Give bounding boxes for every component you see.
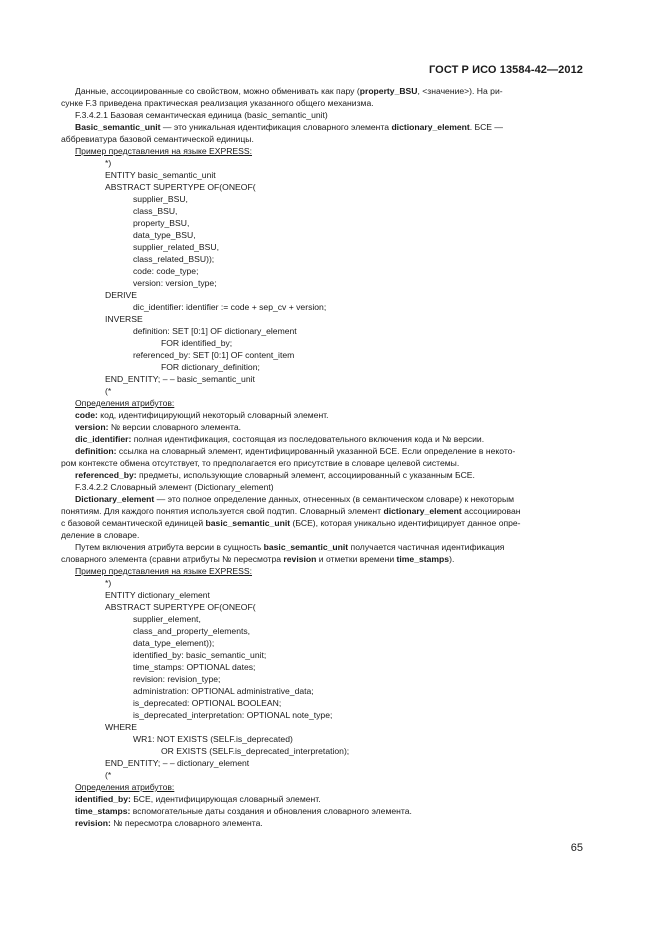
code-line: property_BSU, <box>133 218 190 228</box>
attribute-identified-by: identified_by: БСЕ, идентифицирующая словарный элемент. <box>75 794 321 804</box>
code-line: FOR identified_by; <box>161 338 233 348</box>
code-line: dic_identifier: identifier := code + sep_cv + version; <box>133 302 327 312</box>
express-code-block-2 <box>61 577 583 781</box>
code-line: class_related_BSU)); <box>133 254 215 264</box>
code-line: INVERSE <box>105 314 143 324</box>
code-line: code: code_type; <box>133 266 199 276</box>
code-line: supplier_related_BSU, <box>133 242 219 252</box>
attribute-definition-line2: ром контексте обмена отсутствует, то предполагается его присутствие в словаре целевой системы. <box>61 458 460 468</box>
definition-paragraph-line3: с базовой семантической единицей basic_semantic_unit (БСЕ), которая уникально идентифицирует данное опре- <box>61 518 521 528</box>
attributes-label: Определения атрибутов: <box>75 782 175 792</box>
code-line: supplier_BSU, <box>133 194 188 204</box>
section-heading: F.3.4.2.2 Словарный элемент (Dictionary_element) <box>75 482 274 492</box>
code-line: ABSTRACT SUPERTYPE OF(ONEOF( <box>105 602 256 612</box>
code-line: data_type_element)); <box>133 638 215 648</box>
attribute-referenced-by: referenced_by: предметы, использующие словарный элемент, ассоциированный с указанным БСЕ. <box>75 470 475 480</box>
definition-paragraph: Basic_semantic_unit — это уникальная идентификация словарного элемента dictionary_element. БСЕ — <box>75 122 504 132</box>
definition-paragraph: Dictionary_element — это полное определение данных, отнесенных (в семантическом словаре) к некоторым <box>75 494 515 504</box>
definition-paragraph-line2: понятиям. Для каждого понятия используется свой подтип. Словарный элемент dictionary_element ассоциирован <box>61 506 521 516</box>
code-line: WR1: NOT EXISTS (SELF.is_deprecated) <box>133 734 293 744</box>
section-heading: F.3.4.2.1 Базовая семантическая единица (basic_semantic_unit) <box>75 110 328 120</box>
code-line: revision: revision_type; <box>133 674 221 684</box>
code-line: END_ENTITY; – – basic_semantic_unit <box>105 374 255 384</box>
page-number: 65 <box>570 842 583 854</box>
attribute-code: code: код, идентифицирующий некоторый словарный элемент. <box>75 410 329 420</box>
code-line: identified_by: basic_semantic_unit; <box>133 650 267 660</box>
express-code-block-1 <box>61 157 583 397</box>
example-label: Пример представления на языке EXPRESS: <box>75 146 253 156</box>
attribute-time-stamps: time_stamps: вспомогательные даты создания и обновления словарного элемента. <box>75 806 412 816</box>
code-line: FOR dictionary_definition; <box>161 362 260 372</box>
intro-paragraph-line2: сунке F.3 приведена практическая реализация указанного общего механизма. <box>61 98 374 108</box>
code-line: class_BSU, <box>133 206 178 216</box>
code-line: supplier_element, <box>133 614 201 624</box>
code-line: is_deprecated_interpretation: OPTIONAL note_type; <box>133 710 333 720</box>
version-paragraph: Путем включения атрибута версии в сущность basic_semantic_unit получается частичная идентификация <box>75 542 505 552</box>
code-line: *) <box>105 158 112 168</box>
attribute-revision: revision: № пересмотра словарного элемента. <box>75 818 263 828</box>
attribute-version: version: № версии словарного элемента. <box>75 422 242 432</box>
code-line: OR EXISTS (SELF.is_deprecated_interpretation); <box>161 746 350 756</box>
code-line: referenced_by: SET [0:1] OF content_item <box>133 350 295 360</box>
code-line: definition: SET [0:1] OF dictionary_element <box>133 326 297 336</box>
intro-paragraph: Данные, ассоциированные со свойством, можно обменивать как пару (property_BSU, <значение>). На ри- <box>75 86 503 96</box>
page-body <box>61 85 583 829</box>
code-line: (* <box>105 386 112 396</box>
code-line: is_deprecated: OPTIONAL BOOLEAN; <box>133 698 282 708</box>
attribute-definition: definition: ссылка на словарный элемент, идентифицированный указанной БСЕ. Если определение в некото- <box>75 446 516 456</box>
code-line: (* <box>105 770 112 780</box>
code-line: data_type_BSU, <box>133 230 196 240</box>
code-line: version: version_type; <box>133 278 217 288</box>
code-line: ABSTRACT SUPERTYPE OF(ONEOF( <box>105 182 256 192</box>
definition-paragraph-line2: аббревиатура базовой семантической единицы. <box>61 134 254 144</box>
code-line: WHERE <box>105 722 137 732</box>
definition-paragraph-line4: деление в словаре. <box>61 530 140 540</box>
attribute-dic-identifier: dic_identifier: полная идентификация, состоящая из последовательного включения кода и № версии. <box>75 434 485 444</box>
code-line: *) <box>105 578 112 588</box>
code-line: END_ENTITY; – – dictionary_element <box>105 758 250 768</box>
code-line: administration: OPTIONAL administrative_data; <box>133 686 314 696</box>
code-line: time_stamps: OPTIONAL dates; <box>133 662 256 672</box>
code-line: DERIVE <box>105 290 137 300</box>
example-label: Пример представления на языке EXPRESS: <box>75 566 253 576</box>
attributes-label: Определения атрибутов: <box>75 398 175 408</box>
code-line: ENTITY dictionary_element <box>105 590 210 600</box>
code-line: ENTITY basic_semantic_unit <box>105 170 216 180</box>
version-paragraph-line2: словарного элемента (сравни атрибуты № пересмотра revision и отметки времени time_stamps). <box>61 554 455 564</box>
code-line: class_and_property_elements, <box>133 626 251 636</box>
standard-header: ГОСТ Р ИСО 13584-42—2012 <box>428 64 583 76</box>
